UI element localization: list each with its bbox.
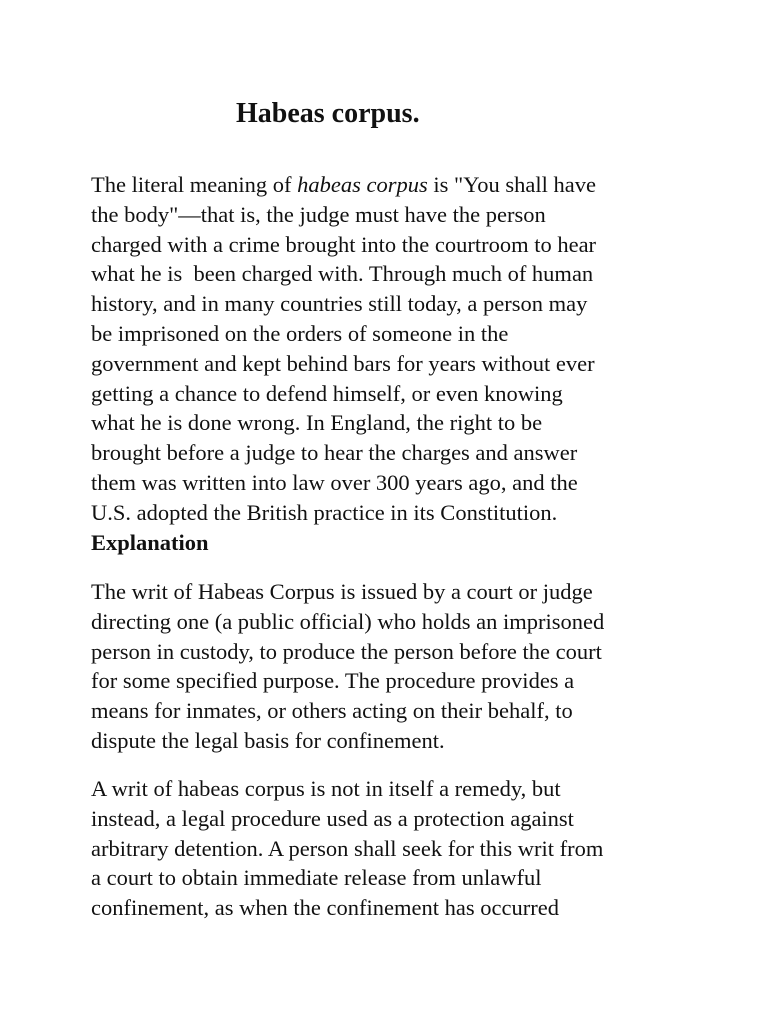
paragraph-line: brought before a judge to hear the charges and answer xyxy=(91,440,578,466)
paragraph-line: instead, a legal procedure used as a protection against xyxy=(91,805,574,831)
paragraph-line: government and kept behind bars for years without ever xyxy=(91,350,595,376)
emphasized-term: habeas corpus xyxy=(297,172,428,197)
paragraph-line: them was written into law over 300 years ago, and the xyxy=(91,469,578,495)
paragraph-line: the body"—that is, the judge must have the person xyxy=(91,201,546,227)
paragraph-line: person in custody, to produce the person before the court xyxy=(91,638,602,664)
paragraph-line: The writ of Habeas Corpus is issued by a court or judge xyxy=(91,579,593,604)
paragraph-literal-meaning xyxy=(91,170,691,528)
paragraph-line: dispute the legal basis for confinement. xyxy=(91,727,445,753)
paragraph-writ-remedy xyxy=(91,774,691,923)
paragraph-writ-description xyxy=(91,577,691,756)
paragraph-line: A writ of habeas corpus is not in itself a remedy, but xyxy=(91,776,561,801)
paragraph-line: a court to obtain immediate release from unlawful xyxy=(91,865,542,891)
paragraph-line: means for inmates, or others acting on their behalf, to xyxy=(91,698,573,724)
paragraph-line: directing one (a public official) who holds an imprisoned xyxy=(91,608,605,634)
paragraph-line: what he is done wrong. In England, the right to be xyxy=(91,410,543,436)
paragraph-line: be imprisoned on the orders of someone in the xyxy=(91,320,509,346)
paragraph-line: The literal meaning of habeas corpus is "You shall have xyxy=(91,172,596,197)
paragraph-line: history, and in many countries still today, a person may xyxy=(91,291,588,317)
paragraph-line: what he is been charged with. Through much of human xyxy=(91,261,594,287)
paragraph-line: for some specified purpose. The procedure provides a xyxy=(91,668,575,694)
section-heading-explanation: Explanation xyxy=(91,530,209,555)
paragraph-line: charged with a crime brought into the courtroom to hear xyxy=(91,231,597,257)
document-title: Habeas corpus. xyxy=(236,98,420,129)
paragraph-line: arbitrary detention. A person shall seek for this writ from xyxy=(91,835,604,861)
paragraph-line: U.S. adopted the British practice in its Constitution. xyxy=(91,499,558,525)
paragraph-line: confinement, as when the confinement has occurred xyxy=(91,895,559,921)
paragraph-line: getting a chance to defend himself, or even knowing xyxy=(91,380,563,406)
